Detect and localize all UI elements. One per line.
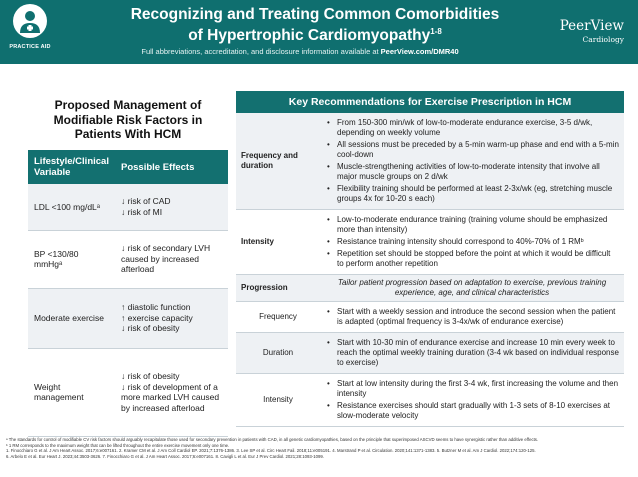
subtitle-link[interactable]: PeerView.com/DMR40 [380, 47, 459, 56]
footnote: 1. Finocchiaro G et al. J Am Heart Assoc. 2017;6:e007161. 2. Kramer CM et al. J Am Coll Cardiol EP. 2021;7:1376-1386. 3. Lee SP et al. Circ Heart Fail. 2018;11:e005191. 4. Marstrand P et al. Circulation. 2020;141:1371-1383. 5. Butzner M et al. Am J Cardiol. 2022;174:120-125. [6, 448, 536, 454]
table-row [236, 210, 624, 275]
variable-cell: Moderate exercise [28, 288, 115, 348]
list-item: • Flexibility training should be performed at least 2-3x/wk (eg, stretching muscle groups 4x for 10-20 s each) [325, 184, 619, 204]
variable-cell: BP <130/80 mmHgᵃ [28, 230, 115, 288]
effects-cell: ↓ risk of CAD ↓ risk of MI [115, 184, 228, 230]
table-row [236, 302, 624, 333]
list-item: • Resistance training intensity should correspond to 40%-70% of 1 RMᵇ [325, 237, 619, 247]
table-row [236, 333, 624, 374]
row-label: Frequency and duration [236, 113, 320, 210]
right-panel-title: Key Recommendations for Exercise Prescription in HCM [236, 91, 624, 113]
table-row [28, 348, 228, 436]
row-content [320, 113, 624, 210]
row-label: Intensity [236, 210, 320, 275]
list-item: • All sessions must be preceded by a 5-min warm-up phase and end with a 5-min cool-down [325, 140, 619, 160]
footnote: ᵇ 1 RM corresponds to the maximum weight that can be lifted throughout the entire exercise movement only one time. [6, 442, 230, 448]
footnote: 6. Arbelo E et al. Eur Heart J. 2023;44:3503-3626. 7. Finocchiaro G et al. J Am Heart Assoc. 2017;6:e007161. 8. Cavigli L et al. Eur J Prev Cardiol. 2021;28:1093-1099. [6, 453, 324, 459]
effects-cell: ↑ diastolic function ↑ exercise capacity ↓ risk of obesity [115, 288, 228, 348]
page-subtitle: Full abbreviations, accreditation, and disclosure information available at PeerView.com/DMR40 [141, 47, 459, 56]
exercise-recommendations-table [236, 91, 624, 427]
effects-cell: ↓ risk of obesity ↓ risk of development of a more marked LVH caused by increased afterload [115, 348, 228, 436]
list-item: • From 150-300 min/wk of low-to-moderate endurance exercise, 3-5 d/wk, depending on weekly volume [325, 118, 619, 138]
column-header-effects: Possible Effects [115, 150, 228, 184]
row-label: Duration [236, 333, 320, 374]
doctor-icon [13, 4, 47, 38]
row-content [320, 333, 624, 374]
table-row [236, 275, 624, 302]
risk-factors-table [28, 150, 228, 437]
list-item: • Start with a weekly session and introduce the second session when the patient is adapted (optimal frequency is 3-4x/wk of endurance exercise) [325, 307, 619, 327]
row-content [320, 210, 624, 275]
table-row [28, 184, 228, 230]
progression-note: Tailor patient progression based on adaptation to exercise, previous training experience, age, and clinical characteristics [320, 275, 624, 302]
page-title: Recognizing and Treating Common Comorbidities of Hypertrophic Cardiomyopathy$^{1-8}$ [130, 6, 500, 45]
column-header-variable: Lifestyle/Clinical Variable [28, 150, 115, 184]
brand-logo: PeerView Cardiology [559, 18, 624, 44]
header-banner [0, 0, 638, 64]
table-row [28, 230, 228, 288]
row-label: Frequency [236, 302, 320, 333]
list-item: • Muscle-strengthening activities of low-to-moderate intensity that involve all major muscle groups on 2 d/wk [325, 162, 619, 182]
practice-aid-badge [8, 4, 52, 60]
list-item: • Resistance exercises should start gradually with 1-3 sets of 8-10 exercises at slow-moderate velocity [325, 401, 619, 421]
effects-cell: ↓ risk of secondary LVH caused by increased afterload [115, 230, 228, 288]
row-content [320, 374, 624, 427]
left-panel-title: Proposed Management of Modifiable Risk Factors in Patients With HCM [53, 98, 203, 141]
list-item: • Low-to-moderate endurance training (training volume should be emphasized more than intensity) [325, 215, 619, 235]
list-item: • Start with 10-30 min of endurance exercise and increase 10 min every week to reach the optimal weekly training duration (3-4 wk based on individual response to exercise) [325, 338, 619, 368]
row-label: Progression [236, 275, 320, 302]
list-item: • Repetition set should be stopped before the point at which it would be difficult to perform another repetition [325, 249, 619, 269]
row-label: Intensity [236, 374, 320, 427]
footnotes [6, 437, 632, 459]
badge-label: PRACTICE AID [9, 44, 51, 50]
table-row [236, 113, 624, 210]
variable-cell: Weight management [28, 348, 115, 436]
variable-cell: LDL <100 mg/dLᵃ [28, 184, 115, 230]
footnote: ᵃ The standards for control of modifiable CV risk factors should arguably recapitulate those used for secondary prevention in patients with CAD, in all genetic cardiomyopathies, based on the principle that superimposed ASCVD seems to have synergistic rather than additive effects. [6, 437, 539, 442]
list-item: • Start at low intensity during the first 3-4 wk, first increasing the volume and then intensity [325, 379, 619, 399]
table-row [236, 374, 624, 427]
row-content [320, 302, 624, 333]
table-row [28, 288, 228, 348]
